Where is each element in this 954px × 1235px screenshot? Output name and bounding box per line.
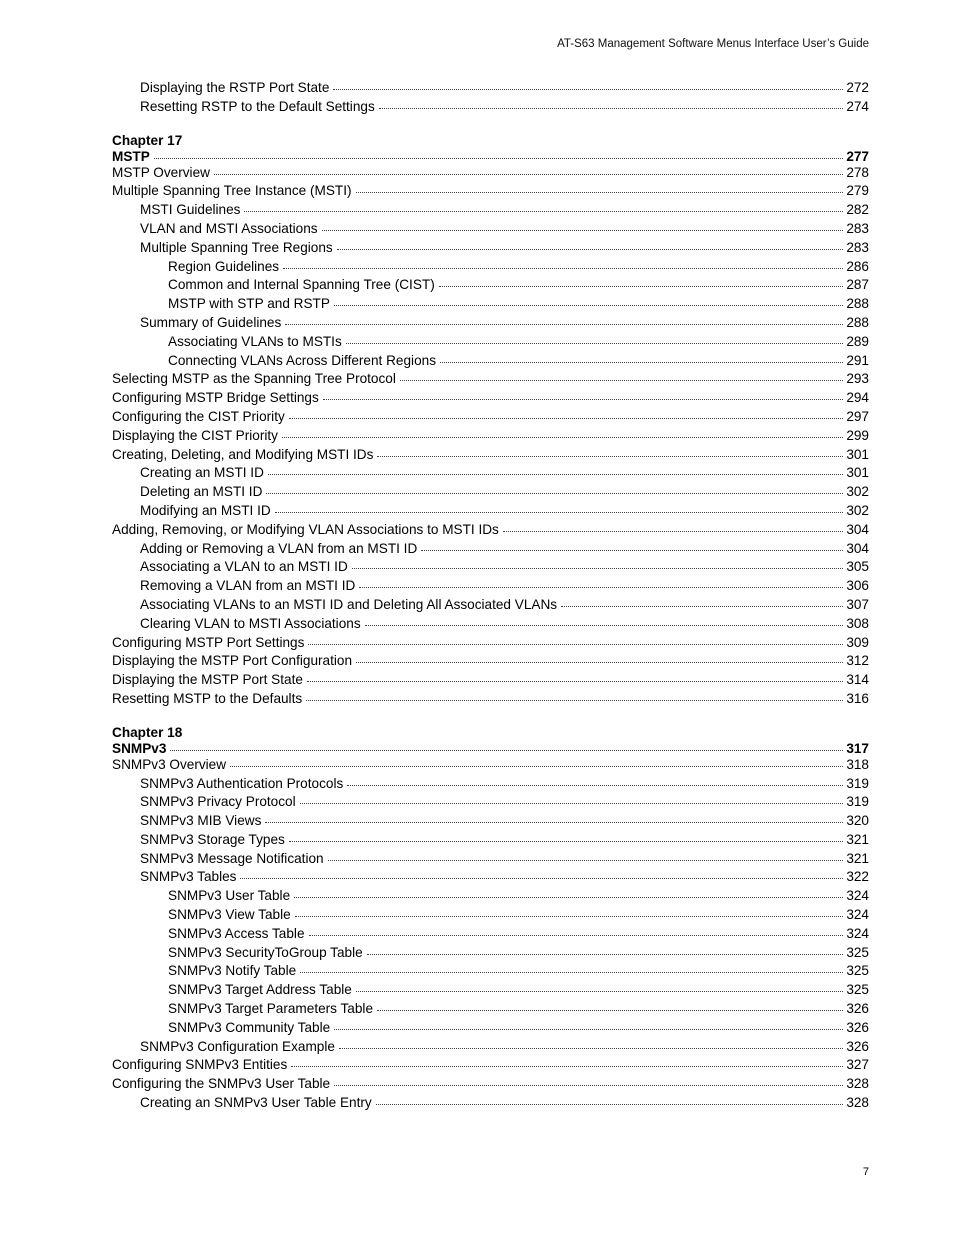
dot-leader: [365, 624, 844, 626]
toc-entry-title: Removing a VLAN from an MSTI ID: [140, 578, 356, 594]
dot-leader: [230, 765, 843, 767]
toc-entry-page: 324: [846, 925, 869, 941]
toc-entry-page: 309: [846, 634, 869, 650]
toc-entry[interactable]: [112, 98, 869, 117]
toc-entry[interactable]: [112, 79, 869, 98]
chapter-heading: [112, 132, 869, 164]
toc-entry[interactable]: [112, 981, 869, 1000]
dot-leader: [337, 248, 844, 250]
toc-entry[interactable]: [112, 1038, 869, 1057]
toc-entry[interactable]: [112, 615, 869, 634]
chapter-title-row[interactable]: [112, 149, 869, 164]
dot-leader: [289, 840, 843, 842]
toc-entry-page: 293: [846, 371, 869, 387]
dot-leader: [289, 417, 844, 419]
toc-entry-page: 301: [846, 446, 869, 462]
toc-entry-page: 302: [846, 484, 869, 500]
toc-entry-page: 314: [846, 672, 869, 688]
toc-entry[interactable]: [112, 868, 869, 887]
toc-entry[interactable]: [112, 577, 869, 596]
toc-entry-page: 302: [846, 502, 869, 518]
toc-entry[interactable]: [112, 408, 869, 427]
dot-leader: [323, 398, 844, 400]
toc-entry[interactable]: [112, 352, 869, 371]
dot-leader: [244, 210, 843, 212]
toc-entry[interactable]: [112, 427, 869, 446]
toc-entry[interactable]: [112, 164, 869, 183]
chapter-title: MSTP: [112, 148, 150, 164]
chapter-heading: [112, 724, 869, 756]
toc-entry-title: Resetting RSTP to the Default Settings: [140, 98, 375, 114]
toc-entry-title: MSTP Overview: [112, 164, 210, 180]
toc-entry-title: Associating VLANs to an MSTI ID and Deleting All Associated VLANs: [140, 596, 558, 612]
toc-entry-page: 286: [846, 258, 869, 274]
toc-entry-title: Common and Internal Spanning Tree (CIST): [168, 277, 435, 293]
toc-entry-title: Multiple Spanning Tree Regions: [140, 239, 333, 255]
dot-leader: [421, 549, 843, 551]
dot-leader: [300, 802, 844, 804]
toc-entry-title: Modifying an MSTI ID: [140, 502, 271, 518]
toc-entry-page: 283: [846, 220, 869, 236]
toc-entry-title: SNMPv3 Access Table: [168, 925, 305, 941]
toc-entry-title: MSTI Guidelines: [140, 202, 241, 218]
toc-entry[interactable]: [112, 521, 869, 540]
toc-entry-title: Configuring the CIST Priority: [112, 408, 285, 424]
toc-entry-title: SNMPv3 MIB Views: [140, 813, 262, 829]
dot-leader: [347, 784, 843, 786]
toc-entry-title: SNMPv3 SecurityToGroup Table: [168, 944, 363, 960]
chapter-title-row[interactable]: [112, 741, 869, 756]
toc-entry-page: 308: [846, 615, 869, 631]
toc-entry-title: VLAN and MSTI Associations: [140, 220, 318, 236]
dot-leader: [367, 953, 844, 955]
dot-leader: [400, 379, 843, 381]
dot-leader: [322, 229, 844, 231]
toc-entry-page: 325: [846, 982, 869, 998]
toc-entry[interactable]: [112, 483, 869, 502]
toc-entry[interactable]: [112, 850, 869, 869]
dot-leader: [352, 567, 844, 569]
toc-entry[interactable]: [112, 276, 869, 295]
toc-entry[interactable]: [112, 634, 869, 653]
dot-leader: [334, 1084, 843, 1086]
toc-entry-title: Selecting MSTP as the Spanning Tree Protocol: [112, 371, 396, 387]
toc-entry-page: 272: [846, 80, 869, 95]
toc-entry-page: 316: [846, 690, 869, 706]
dot-leader: [282, 436, 843, 438]
toc-entry-title: SNMPv3 Target Parameters Table: [168, 1001, 374, 1017]
toc-entry-page: 289: [846, 333, 869, 349]
page-number: 7: [862, 1166, 869, 1178]
toc-entry-page: 324: [846, 907, 869, 923]
dot-leader: [308, 643, 843, 645]
toc-entry-title: Resetting MSTP to the Defaults: [112, 690, 303, 706]
chapter-label: Chapter 18: [112, 724, 183, 740]
toc-entry-title: SNMPv3 Tables: [140, 869, 237, 885]
toc-entry[interactable]: [112, 887, 869, 906]
toc-entry[interactable]: [112, 295, 869, 314]
dot-leader: [240, 877, 843, 879]
dot-leader: [265, 821, 843, 823]
dot-leader: [334, 1028, 843, 1030]
toc-entry-title: Connecting VLANs Across Different Regions: [168, 352, 436, 368]
dot-leader: [328, 859, 844, 861]
toc-entry-title: Displaying the CIST Priority: [112, 427, 278, 443]
toc-entry-page: 305: [846, 559, 869, 575]
toc-entry-title: SNMPv3 Authentication Protocols: [140, 775, 344, 791]
dot-leader: [359, 586, 843, 588]
toc-entry[interactable]: [112, 314, 869, 333]
chapter-title: SNMPv3: [112, 740, 167, 756]
toc-entry-page: 328: [846, 1076, 869, 1092]
toc-entry-page: 278: [846, 164, 869, 180]
toc-entry[interactable]: [112, 906, 869, 925]
dot-leader: [503, 530, 843, 532]
toc-entry-page: 301: [846, 465, 869, 481]
toc-entry-page: 304: [846, 540, 869, 556]
toc-entry[interactable]: [112, 1000, 869, 1019]
toc-entry-page: 287: [846, 277, 869, 293]
toc-entry[interactable]: [112, 1094, 869, 1113]
toc-entry-page: 306: [846, 578, 869, 594]
dot-leader: [300, 971, 843, 973]
chapter-page-number: 277: [846, 148, 869, 164]
toc-entry-title: Configuring SNMPv3 Entities: [112, 1057, 288, 1073]
dot-leader: [377, 455, 843, 457]
toc-entry-page: 279: [846, 183, 869, 199]
dot-leader: [306, 699, 843, 701]
toc-entry[interactable]: [112, 831, 869, 850]
dot-leader: [154, 157, 844, 159]
toc-entry[interactable]: [112, 1075, 869, 1094]
toc-entry-page: 319: [846, 775, 869, 791]
toc-entry-title: SNMPv3 Community Table: [168, 1019, 331, 1035]
toc-entry-page: 299: [846, 427, 869, 443]
toc-entry-page: 274: [846, 98, 869, 114]
toc-entry-title: SNMPv3 Overview: [112, 756, 227, 772]
running-header: AT-S63 Management Software Menus Interface User’s Guide: [557, 38, 869, 50]
toc-entry-page: 320: [846, 813, 869, 829]
toc-entry-page: 307: [846, 596, 869, 612]
toc-entry-page: 312: [846, 653, 869, 669]
dot-leader: [346, 342, 844, 344]
dot-leader: [266, 492, 843, 494]
toc-entry-page: 318: [846, 756, 869, 772]
dot-leader: [377, 1009, 843, 1011]
toc-entry[interactable]: [112, 652, 869, 671]
toc-entry-page: 288: [846, 314, 869, 330]
dot-leader: [291, 1065, 843, 1067]
toc-entry-page: 328: [846, 1095, 869, 1111]
dot-leader: [356, 990, 843, 992]
table-of-contents: [112, 79, 869, 1113]
toc-entry-title: SNMPv3 View Table: [168, 907, 291, 923]
toc-entry[interactable]: [112, 596, 869, 615]
dot-leader: [379, 107, 844, 109]
toc-entry[interactable]: [112, 944, 869, 963]
toc-entry-page: 326: [846, 1001, 869, 1017]
toc-entry[interactable]: [112, 925, 869, 944]
toc-entry-title: SNMPv3 User Table: [168, 888, 291, 904]
toc-entry[interactable]: [112, 690, 869, 709]
dot-leader: [294, 896, 843, 898]
toc-entry-title: Configuring MSTP Bridge Settings: [112, 390, 319, 406]
toc-entry-title: MSTP with STP and RSTP: [168, 296, 330, 312]
toc-entry[interactable]: [112, 962, 869, 981]
toc-entry-title: Displaying the RSTP Port State: [140, 80, 330, 95]
toc-entry-page: 282: [846, 202, 869, 218]
toc-entry[interactable]: [112, 370, 869, 389]
dot-leader: [275, 511, 844, 513]
toc-entry[interactable]: [112, 333, 869, 352]
toc-entry-page: 321: [846, 831, 869, 847]
toc-entry[interactable]: [112, 502, 869, 521]
toc-entry-title: Configuring the SNMPv3 User Table: [112, 1076, 331, 1092]
toc-entry-title: SNMPv3 Message Notification: [140, 850, 324, 866]
toc-entry-page: 326: [846, 1038, 869, 1054]
toc-entry[interactable]: [112, 775, 869, 794]
toc-entry[interactable]: [112, 812, 869, 831]
dot-leader: [268, 473, 843, 475]
toc-entry-page: 326: [846, 1019, 869, 1035]
dot-leader: [334, 304, 843, 306]
toc-entry[interactable]: [112, 201, 869, 220]
dot-leader: [440, 361, 843, 363]
toc-entry-title: SNMPv3 Configuration Example: [140, 1038, 335, 1054]
toc-entry-title: Creating an SNMPv3 User Table Entry: [140, 1095, 372, 1111]
toc-entry-title: Displaying the MSTP Port State: [112, 672, 303, 688]
toc-entry-page: 297: [846, 408, 869, 424]
toc-entry-title: Creating, Deleting, and Modifying MSTI IDs: [112, 446, 374, 462]
toc-entry-title: Summary of Guidelines: [140, 314, 282, 330]
toc-entry-title: SNMPv3 Notify Table: [168, 963, 297, 979]
toc-entry-page: 325: [846, 944, 869, 960]
toc-entry[interactable]: [112, 1019, 869, 1038]
toc-entry[interactable]: [112, 182, 869, 201]
chapter-label: Chapter 17: [112, 132, 183, 148]
dot-leader: [439, 285, 844, 287]
toc-entry[interactable]: [112, 220, 869, 239]
toc-entry-title: Displaying the MSTP Port Configuration: [112, 653, 353, 669]
dot-leader: [356, 191, 844, 193]
toc-entry-page: 304: [846, 521, 869, 537]
dot-leader: [285, 323, 843, 325]
dot-leader: [214, 173, 843, 175]
toc-entry[interactable]: [112, 558, 869, 577]
dot-leader: [307, 680, 843, 682]
toc-entry-page: 288: [846, 296, 869, 312]
dot-leader: [356, 661, 843, 663]
toc-entry[interactable]: [112, 756, 869, 775]
toc-entry-page: 291: [846, 352, 869, 368]
toc-entry-page: 325: [846, 963, 869, 979]
dot-leader: [333, 88, 843, 90]
toc-entry-title: Adding, Removing, or Modifying VLAN Associations to MSTI IDs: [112, 521, 499, 537]
toc-entry-page: 322: [846, 869, 869, 885]
dot-leader: [309, 934, 844, 936]
toc-entry[interactable]: [112, 239, 869, 258]
toc-entry-title: Adding or Removing a VLAN from an MSTI ID: [140, 540, 418, 556]
toc-entry-title: Multiple Spanning Tree Instance (MSTI): [112, 183, 352, 199]
chapter-page-number: 317: [846, 740, 869, 756]
toc-entry[interactable]: [112, 671, 869, 690]
dot-leader: [283, 267, 843, 269]
toc-entry[interactable]: [112, 793, 869, 812]
toc-entry[interactable]: [112, 446, 869, 465]
toc-entry-title: Clearing VLAN to MSTI Associations: [140, 615, 361, 631]
toc-entry-title: SNMPv3 Privacy Protocol: [140, 794, 296, 810]
toc-entry[interactable]: [112, 464, 869, 483]
toc-entry[interactable]: [112, 389, 869, 408]
dot-leader: [170, 749, 843, 751]
toc-entry-page: 283: [846, 239, 869, 255]
toc-entry[interactable]: [112, 540, 869, 559]
toc-entry-page: 321: [846, 850, 869, 866]
toc-entry-page: 319: [846, 794, 869, 810]
toc-entry[interactable]: [112, 258, 869, 277]
toc-entry-page: 324: [846, 888, 869, 904]
toc-entry-page: 327: [846, 1057, 869, 1073]
toc-entry-title: Region Guidelines: [168, 258, 280, 274]
dot-leader: [376, 1103, 844, 1105]
toc-entry-title: Creating an MSTI ID: [140, 465, 264, 481]
toc-entry[interactable]: [112, 1056, 869, 1075]
toc-entry-title: Deleting an MSTI ID: [140, 484, 263, 500]
dot-leader: [339, 1047, 843, 1049]
toc-entry-title: Configuring MSTP Port Settings: [112, 634, 305, 650]
dot-leader: [561, 605, 843, 607]
toc-entry-title: Associating a VLAN to an MSTI ID: [140, 559, 348, 575]
dot-leader: [295, 915, 844, 917]
toc-entry-title: SNMPv3 Storage Types: [140, 831, 285, 847]
toc-entry-title: Associating VLANs to MSTIs: [168, 333, 342, 349]
toc-entry-title: SNMPv3 Target Address Table: [168, 982, 352, 998]
toc-entry-page: 294: [846, 390, 869, 406]
